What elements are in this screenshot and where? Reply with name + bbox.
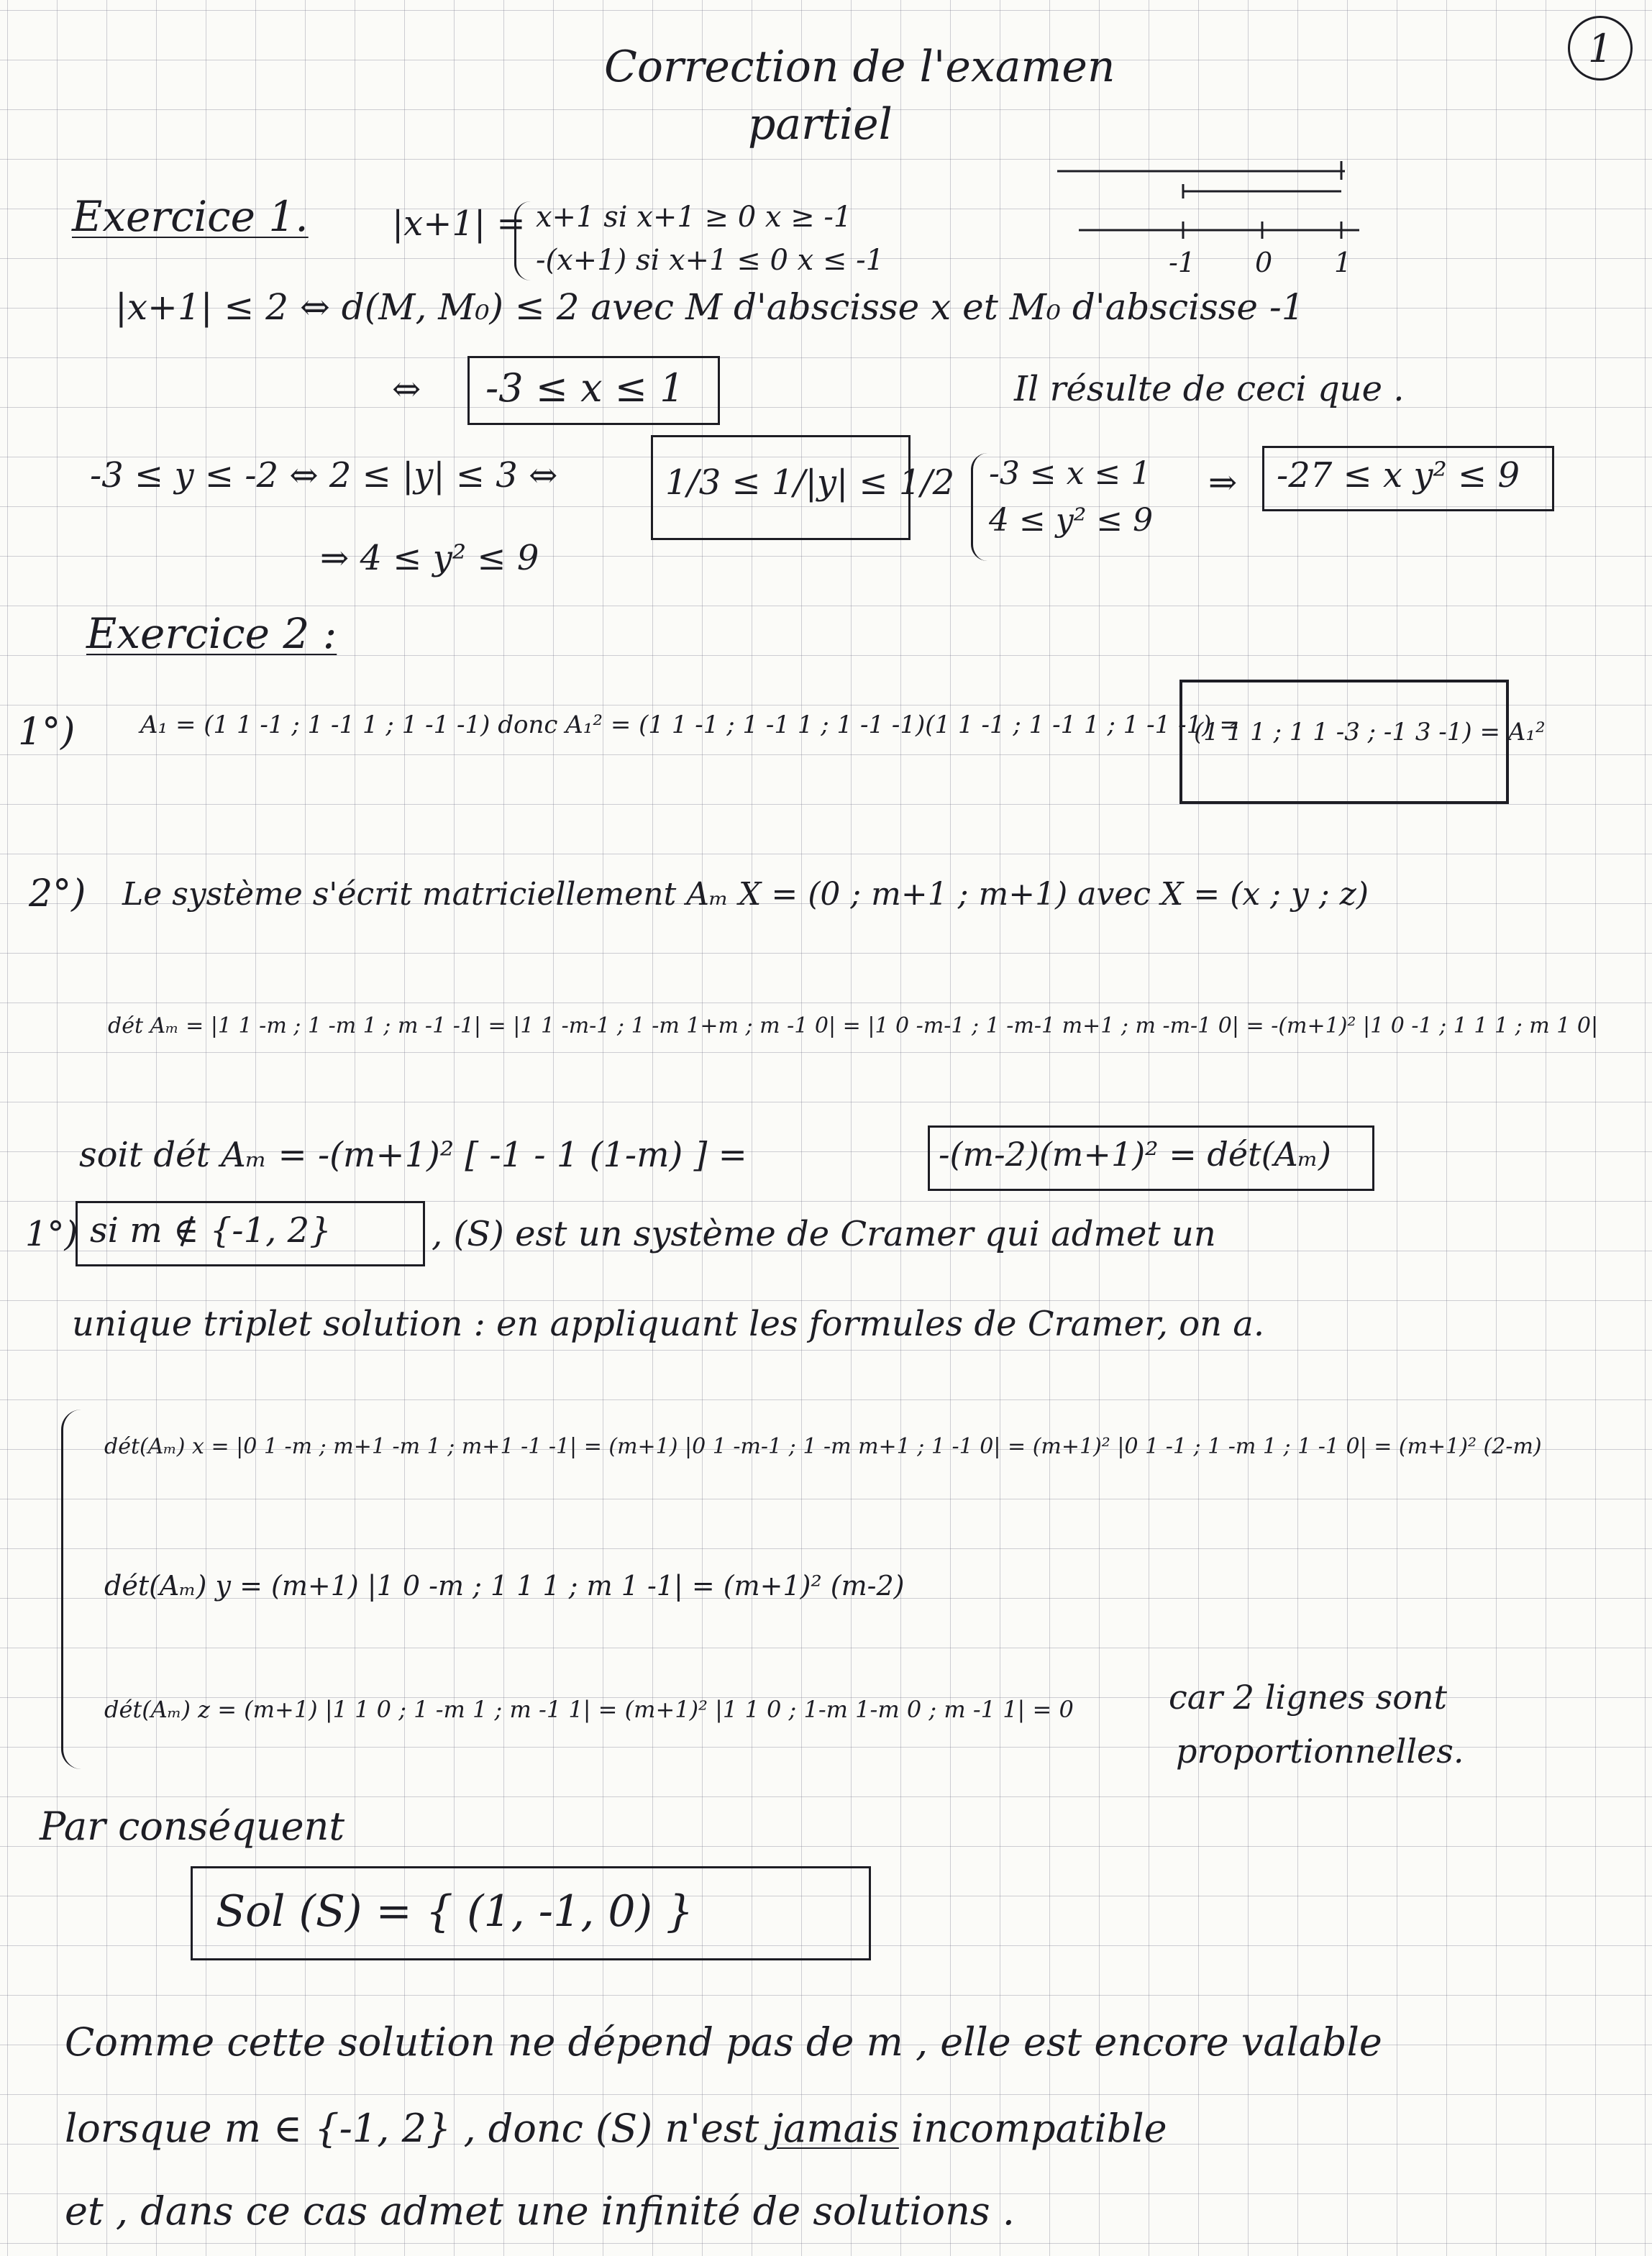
paragraph-line-2-start: lorsque m ∈ {-1, 2} , donc (S) n'est: [65, 2106, 759, 2151]
solution-set: Sol (S) = { (1, -1, 0) }: [216, 1886, 694, 1937]
matrix-system: Le système s'écrit matriciellement Aₘ X = (0 ; m+1 ; m+1) avec X = (x ; y ; z): [122, 876, 1369, 913]
system-line-2: 4 ≤ y² ≤ 9: [989, 502, 1154, 539]
number-line-label: -1: [1169, 247, 1196, 278]
abs-definition-case-2: -(x+1) si x+1 ≤ 0 x ≤ -1: [536, 244, 885, 277]
paragraph-line-3: et , dans ce cas admet une infinité de solutions .: [65, 2188, 1015, 2234]
reciprocal-range: 1/3 ≤ 1/|y| ≤ 1/2: [665, 462, 955, 503]
paragraph-line-2-end: incompatible: [911, 2106, 1167, 2151]
question-1-label: 1°): [18, 711, 76, 754]
cramer-z-note-line-1: car 2 lignes sont: [1169, 1678, 1448, 1717]
determinant-computation: dét Aₘ = |1 1 -m ; 1 -m 1 ; m -1 -1| = |1 1 -m-1 ; 1 -m 1+m ; m -1 0| = |1 0 -m-1 ; 1 -m-1 m+1 ; m -m-1 0| = -(m+1)² |1 0 -1 ; 1 1 1 ; m 1 0|: [108, 1013, 1599, 1038]
equiv-sign: ⇔: [392, 369, 421, 409]
system-brace: [971, 453, 987, 561]
cramer-x: dét(Aₘ) x = |0 1 -m ; m+1 -m 1 ; m+1 -1 -1| = (m+1) |0 1 -m-1 ; 1 -m m+1 ; 1 -1 0| = (m+1)² |0 1 -1 ; 1 -m 1 ; 1 -1 0| = (m+1)² (2-m): [104, 1434, 1542, 1459]
exercise-2-heading: Exercice 2 :: [86, 609, 337, 658]
y-squared-range: ⇒ 4 ≤ y² ≤ 9: [320, 538, 539, 578]
a1-squared-result: (1 1 1 ; 1 1 -3 ; -1 3 -1) = A₁²: [1194, 718, 1546, 746]
case-brace: [514, 201, 531, 280]
case-condition: si m ∉ {-1, 2}: [90, 1210, 332, 1251]
question-2-label: 2°): [29, 872, 86, 915]
exercise-1-heading: Exercice 1.: [72, 192, 309, 241]
page-subtitle: partiel: [748, 99, 893, 150]
paragraph-line-2: [65, 2107, 1167, 2150]
case-1-label: 1°): [25, 1214, 78, 1254]
implies-sign: ⇒: [1208, 462, 1238, 503]
number-line-label: 0: [1255, 247, 1273, 278]
abs-definition-lhs: |x+1| =: [392, 204, 526, 244]
y-range-equivalence: -3 ≤ y ≤ -2 ⇔ 2 ≤ |y| ≤ 3 ⇔: [90, 455, 558, 496]
jamais-underlined: jamais: [771, 2106, 899, 2151]
cramer-statement-continued: unique triplet solution : en appliquant les formules de Cramer, on a.: [72, 1304, 1265, 1344]
cramer-statement: , (S) est un système de Cramer qui admet un: [432, 1214, 1216, 1254]
cramer-z: dét(Aₘ) z = (m+1) |1 1 0 ; 1 -m 1 ; m -1 1| = (m+1)² |1 1 0 ; 1-m 1-m 0 ; m -1 1| = 0: [104, 1696, 1074, 1723]
page-number: 1: [1568, 16, 1633, 81]
product-range: -27 ≤ x y² ≤ 9: [1277, 455, 1520, 496]
cramer-z-note-line-2: proportionnelles.: [1176, 1732, 1464, 1771]
abs-definition-case-1: x+1 si x+1 ≥ 0 x ≥ -1: [536, 201, 852, 234]
matrix-a1-squared: A₁ = (1 1 -1 ; 1 -1 1 ; 1 -1 -1) donc A₁² = (1 1 -1 ; 1 -1 1 ; 1 -1 -1)(1 1 -1 ; 1 -1 1 ; 1 -1 -1) =: [140, 711, 1240, 739]
number-line-label: 1: [1334, 247, 1352, 278]
determinant-result-text: soit dét Aₘ = -(m+1)² [ -1 - 1 (1-m) ] =: [79, 1135, 747, 1175]
paragraph-line-1: Comme cette solution ne dépend pas de m , elle est encore valable: [65, 2019, 1382, 2065]
system-line-1: -3 ≤ x ≤ 1: [989, 455, 1151, 492]
number-line-sketch: [1057, 158, 1374, 280]
x-range: -3 ≤ x ≤ 1: [485, 365, 685, 411]
distance-equivalence: |x+1| ≤ 2 ⇔ d(M, M₀) ≤ 2 avec M d'abscisse x et M₀ d'abscisse -1: [115, 286, 1305, 328]
conclusion-intro: Il résulte de ceci que .: [1014, 369, 1405, 409]
determinant-result: -(m-2)(m+1)² = dét(Aₘ): [939, 1135, 1331, 1174]
cramer-y: dét(Aₘ) y = (m+1) |1 0 -m ; 1 1 1 ; m 1 -1| = (m+1)² (m-2): [104, 1570, 905, 1602]
page-title: Correction de l'examen: [604, 42, 1115, 92]
consequence-intro: Par conséquent: [40, 1804, 345, 1849]
cramer-brace: [61, 1410, 81, 1769]
